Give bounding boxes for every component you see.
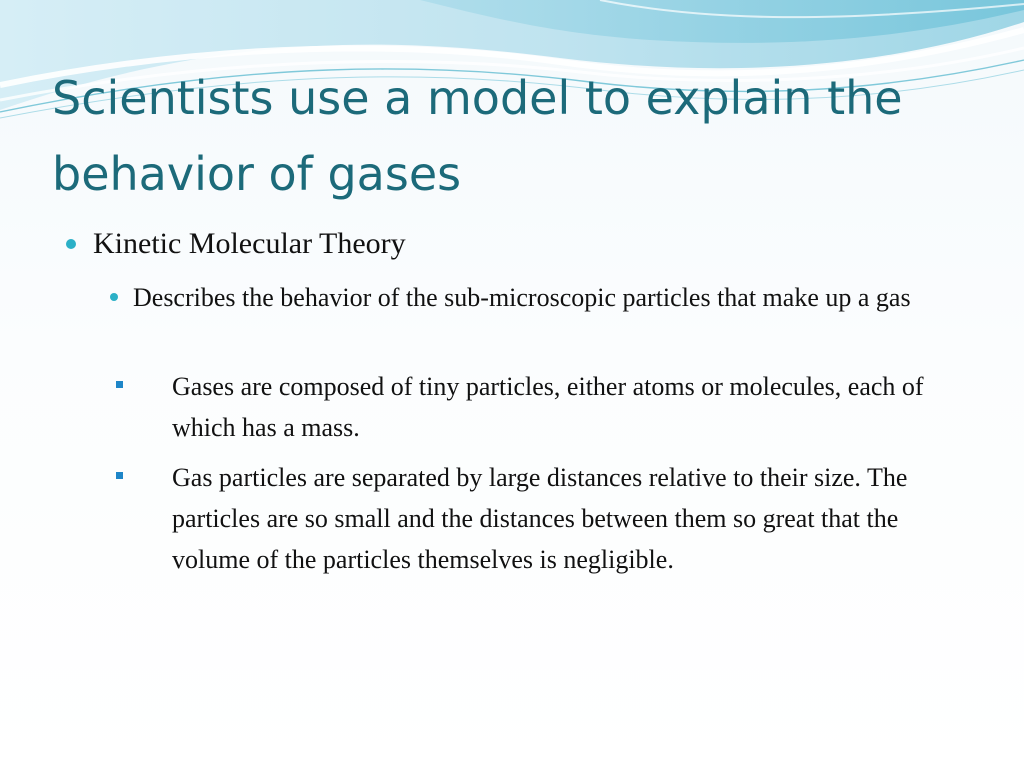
bullet-level-2: Describes the behavior of the sub-microscopic particles that make up a gas — [133, 283, 911, 312]
slide-title: Scientists use a model to explain the behavior of gases — [52, 71, 903, 201]
round-bullet-icon — [110, 293, 118, 301]
square-bullet-icon — [116, 472, 123, 479]
bullet-level-3: Gas particles are separated by large distances relative to their size. The particles are so small and the distances between them so great that the volume of the particles themselves is negligible. — [172, 463, 908, 574]
square-bullet-icon — [116, 381, 123, 388]
round-bullet-icon — [66, 239, 76, 249]
bullet-level-1: Kinetic Molecular Theory — [93, 227, 406, 260]
bullet-level-3: Gases are composed of tiny particles, either atoms or molecules, each of which has a mass. — [172, 372, 924, 442]
